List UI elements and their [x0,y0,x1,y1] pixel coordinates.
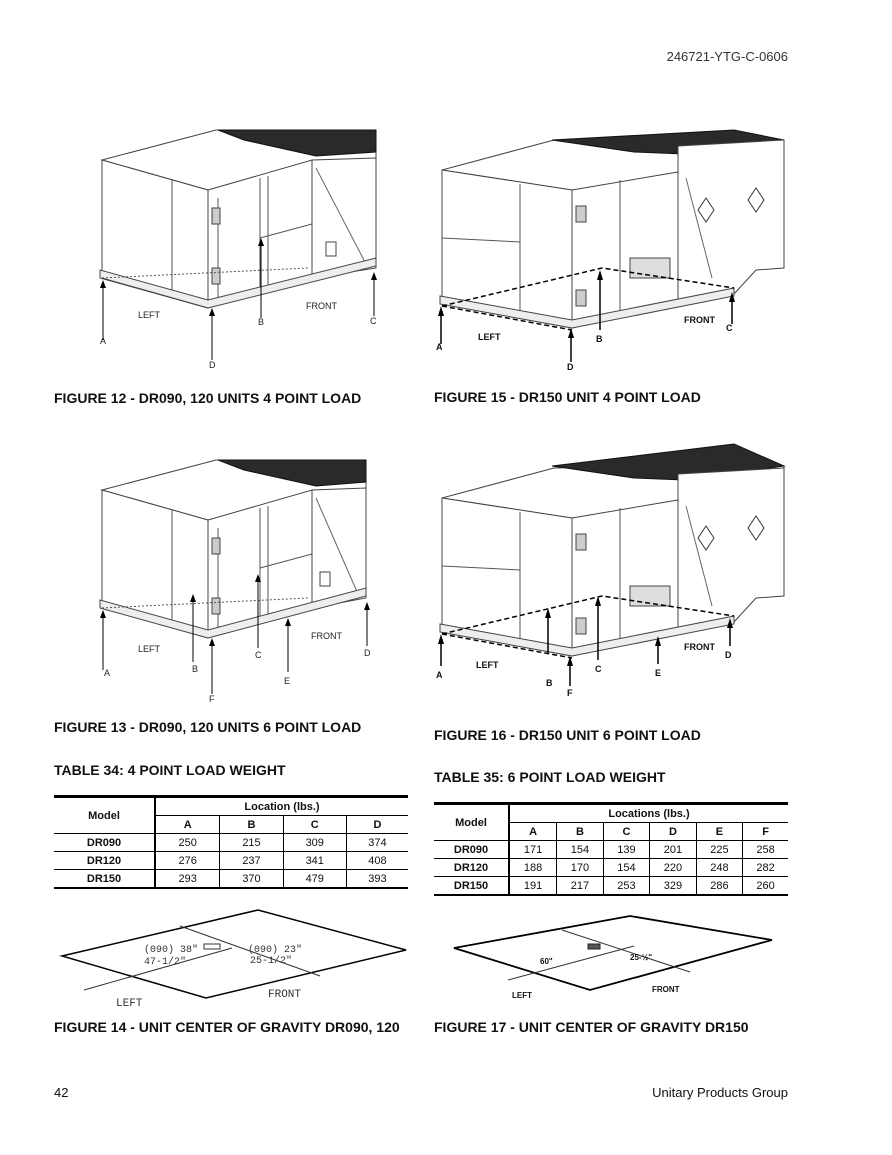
fig15-label-c: C [726,323,733,333]
fig16-label-d: D [725,650,732,660]
fig14-dim2-line2: 25-1/2" [250,956,293,967]
fig15-label-b: B [596,334,603,344]
table-cell: 258 [743,841,788,859]
figure-16-drawing [434,440,794,702]
fig13-label-e: E [284,676,291,686]
table-cell: 374 [346,834,408,852]
table-35-model-header: Model [434,804,509,841]
fig16-label-f: F [567,688,573,698]
fig13-label-f: F [209,694,215,704]
table-35-model: DR120 [434,859,509,877]
table-34-model: DR090 [54,834,155,852]
figure-17-drawing [434,906,794,1006]
table-cell: 253 [603,877,650,896]
table-34-col-a: A [155,816,220,834]
table-row [434,859,788,877]
fig15-label-d: D [567,362,574,372]
table-cell: 191 [509,877,557,896]
table-34-title: TABLE 34: 4 POINT LOAD WEIGHT [54,762,286,778]
table-34-model: DR150 [54,870,155,889]
table-cell: 237 [220,852,283,870]
table-cell: 225 [696,841,743,859]
table-cell: 282 [743,859,788,877]
table-cell: 479 [283,870,346,889]
fig14-dim2-line1: (090) 23" [248,945,303,956]
table-35-model: DR090 [434,841,509,859]
figure-13-drawing [88,448,388,710]
table-cell: 154 [557,841,604,859]
table-35-title: TABLE 35: 6 POINT LOAD WEIGHT [434,769,666,785]
table-34-col-d: D [346,816,408,834]
fig12-label-d: D [209,360,216,370]
publisher-name: Unitary Products Group [652,1085,788,1100]
table-35-group-header: Locations (lbs.) [509,804,788,823]
fig14-left-label: LEFT [116,998,143,1010]
fig17-front-label: FRONT [652,985,680,994]
fig12-label-a: A [100,336,107,346]
table-cell: 217 [557,877,604,896]
fig16-label-c: C [595,664,602,674]
table-cell: 250 [155,834,220,852]
fig16-front-label: FRONT [684,642,715,652]
table-cell: 171 [509,841,557,859]
table-row [434,877,788,896]
figure-13-caption: FIGURE 13 - DR090, 120 UNITS 6 POINT LOAD [54,719,362,735]
figure-14-caption: FIGURE 14 - UNIT CENTER OF GRAVITY DR090, 120 [54,1019,400,1035]
page-number: 42 [54,1085,69,1100]
fig13-label-c: C [255,650,262,660]
table-cell: 408 [346,852,408,870]
table-35-col-a: A [509,823,557,841]
figure-12-drawing [88,118,388,378]
fig14-dim1-line2: 47-1/2" [144,957,187,968]
table-row [434,841,788,859]
fig16-left-label: LEFT [476,660,499,670]
table-cell: 370 [220,870,283,889]
table-cell: 248 [696,859,743,877]
table-34 [54,795,408,889]
table-cell: 393 [346,870,408,889]
fig14-dim1-line1: (090) 38" [144,945,199,956]
table-35-col-f: F [743,823,788,841]
table-34-col-c: C [283,816,346,834]
table-cell: 260 [743,877,788,896]
figure-12-caption: FIGURE 12 - DR090, 120 UNITS 4 POINT LOAD [54,390,362,406]
fig16-label-b: B [546,678,553,688]
fig13-left-label: LEFT [138,644,161,654]
fig17-left-label: LEFT [512,991,532,1000]
table-34-model: DR120 [54,852,155,870]
table-cell: 215 [220,834,283,852]
table-35-model: DR150 [434,877,509,896]
fig13-label-a: A [104,668,111,678]
table-cell: 276 [155,852,220,870]
table-cell: 309 [283,834,346,852]
fig17-dim2: 25-½" [630,953,653,962]
table-35 [434,802,788,896]
table-cell: 188 [509,859,557,877]
figure-14-drawing [54,900,414,1012]
table-35-col-c: C [603,823,650,841]
fig14-front-label: FRONT [268,989,302,1001]
fig12-front-label: FRONT [306,301,337,311]
table-34-group-header: Location (lbs.) [155,797,408,816]
table-cell: 329 [650,877,697,896]
document-number: 246721-YTG-C-0606 [666,49,788,64]
table-35-col-d: D [650,823,697,841]
fig13-label-b: B [192,664,199,674]
table-cell: 293 [155,870,220,889]
table-cell: 170 [557,859,604,877]
table-row [54,852,408,870]
fig15-front-label: FRONT [684,315,715,325]
fig13-label-d: D [364,648,371,658]
fig15-left-label: LEFT [478,332,501,342]
table-cell: 220 [650,859,697,877]
fig16-label-a: A [436,670,443,680]
fig12-label-b: B [258,317,265,327]
fig13-front-label: FRONT [311,631,342,641]
table-row [54,834,408,852]
fig16-label-e: E [655,668,662,678]
table-34-model-header: Model [54,797,155,834]
table-cell: 154 [603,859,650,877]
table-cell: 341 [283,852,346,870]
fig12-left-label: LEFT [138,310,161,320]
table-35-col-e: E [696,823,743,841]
figure-17-caption: FIGURE 17 - UNIT CENTER OF GRAVITY DR150 [434,1019,749,1035]
fig12-label-c: C [370,316,377,326]
figure-15-caption: FIGURE 15 - DR150 UNIT 4 POINT LOAD [434,389,701,405]
fig17-dim1: 60" [540,957,553,966]
table-34-col-b: B [220,816,283,834]
figure-15-drawing [434,118,794,378]
table-cell: 139 [603,841,650,859]
table-cell: 201 [650,841,697,859]
table-row [54,870,408,889]
figure-16-caption: FIGURE 16 - DR150 UNIT 6 POINT LOAD [434,727,701,743]
fig15-label-a: A [436,342,443,352]
table-cell: 286 [696,877,743,896]
table-35-col-b: B [557,823,604,841]
